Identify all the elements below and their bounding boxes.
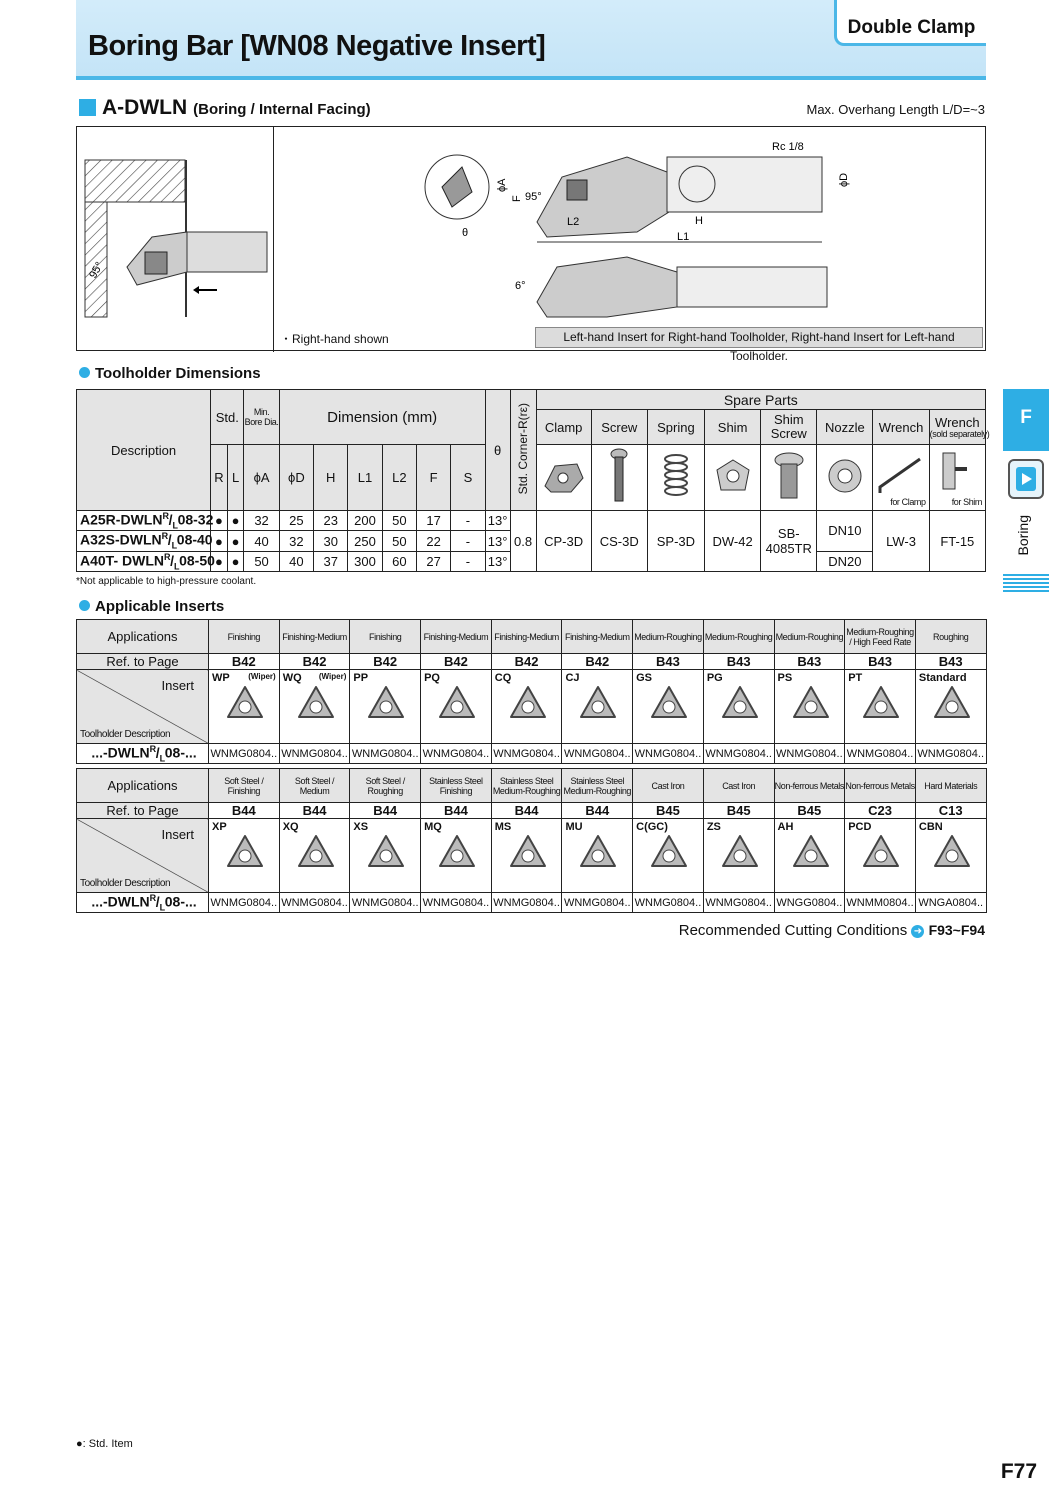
- part-wrench: Wrench: [873, 410, 929, 445]
- part-clamp: Clamp: [536, 410, 591, 445]
- insert-code: MQ: [424, 821, 442, 833]
- col-d: ϕD: [279, 445, 313, 511]
- application-cell: Stainless Steel Medium-Roughing: [562, 769, 633, 803]
- ref-page-cell[interactable]: C23: [845, 803, 916, 819]
- insert-code: CQ: [494, 672, 512, 684]
- page-header: [76, 0, 986, 80]
- nozzle-image: [817, 445, 873, 511]
- insert-part-number: WNMG0804..: [562, 893, 633, 913]
- insert-part-number: WNMG0804..: [421, 744, 492, 764]
- insert-part-number: WNMG0804..: [209, 744, 280, 764]
- page-number: F77: [1000, 1460, 1037, 1483]
- application-cell: Soft Steel / Finishing: [209, 769, 280, 803]
- clamp-type-tag: Double Clamp: [834, 0, 986, 46]
- insert-image: [296, 684, 336, 724]
- insert-cell[interactable]: [915, 670, 986, 744]
- insert-part-number: WNGA0804..: [915, 893, 986, 913]
- insert-image: [508, 684, 548, 724]
- insert-part-number: WNMM0804..: [845, 893, 916, 913]
- insert-code: PP: [353, 672, 369, 684]
- dims-heading: Toolholder Dimensions: [79, 365, 261, 382]
- section-name: A-DWLN: [102, 96, 188, 119]
- arrow-right-icon: ➜: [911, 925, 924, 938]
- clamp-image: [536, 445, 591, 511]
- insert-image: [720, 833, 760, 873]
- ref-page-cell[interactable]: B45: [633, 803, 704, 819]
- insert-part-number: WNMG0804..: [774, 744, 845, 764]
- page-title: Boring Bar [WN08 Negative Insert]: [88, 30, 546, 62]
- screw-image: [591, 445, 647, 511]
- insert-part-number: WNMG0804..: [279, 893, 350, 913]
- insert-part-number: WNMG0804..: [350, 893, 421, 913]
- insert-code: XP: [212, 821, 227, 833]
- insert-code: PG: [706, 672, 723, 684]
- part-shim-screw: Shim Screw: [761, 410, 817, 445]
- diagram-l2: L2: [567, 216, 580, 228]
- insert-cell[interactable]: [421, 819, 492, 893]
- insert-cell[interactable]: [209, 819, 280, 893]
- table-row: $A25R-DWLN^R/_L08-32$ ● ● 32 25 23 200 50 17 - 13° 0.8 CP-3D CS-3D SP-3D DW-42 SB-4085TR DN10 LW-3 FT-15: [77, 511, 986, 531]
- ref-page-label: Ref. to Page: [77, 654, 209, 670]
- part-spring: Spring: [647, 410, 704, 445]
- right-hand-note: ・Right-hand shown: [280, 332, 389, 346]
- insert-cell[interactable]: [845, 819, 916, 893]
- insert-part-number: WNMG0804..: [915, 744, 986, 764]
- insert-cell[interactable]: [350, 819, 421, 893]
- insert-desc-corner: Insert Toolholder Description: [77, 819, 209, 893]
- section-desc: (Boring / Internal Facing): [193, 101, 371, 118]
- insert-cell[interactable]: [633, 819, 704, 893]
- tool-diagram: [76, 126, 986, 363]
- ref-page-cell[interactable]: B42: [209, 654, 280, 670]
- insert-image: [932, 833, 972, 873]
- insert-code: AH: [777, 821, 794, 833]
- ref-page-cell[interactable]: B44: [279, 803, 350, 819]
- insert-part-number: WNMG0804..: [633, 744, 704, 764]
- col-theta: θ: [485, 390, 510, 511]
- side-label: Boring: [1015, 515, 1031, 556]
- max-overhang: Max. Overhang Length L/D=~3: [806, 102, 985, 117]
- application-cell: Stainless Steel Finishing: [421, 769, 492, 803]
- insert-part-number: WNMG0804..: [491, 893, 562, 913]
- application-cell: Soft Steel / Medium: [279, 769, 350, 803]
- col-l1: L1: [348, 445, 382, 511]
- application-cell: Finishing-Medium: [279, 620, 350, 654]
- row-description: $A25R-DWLN^R/_L08-32$: [77, 511, 211, 531]
- insert-image: [932, 684, 972, 724]
- coolant-note: *Not applicable to high-pressure coolant.: [76, 576, 257, 587]
- ref-page-cell[interactable]: B43: [915, 654, 986, 670]
- insert-cell[interactable]: [703, 819, 774, 893]
- insert-part-number: WNMG0804..: [350, 744, 421, 764]
- insert-cell[interactable]: [279, 819, 350, 893]
- diagram-angle-95: 95°: [525, 191, 542, 203]
- insert-cell[interactable]: [421, 670, 492, 744]
- col-l2: L2: [382, 445, 416, 511]
- col-description: Description: [77, 390, 211, 511]
- application-cell: Finishing-Medium: [562, 620, 633, 654]
- insert-image: [791, 684, 831, 724]
- insert-part-number: WNMG0804..: [633, 893, 704, 913]
- part-screw: Screw: [591, 410, 647, 445]
- insert-code: PS: [777, 672, 793, 684]
- ref-page-cell[interactable]: B43: [845, 654, 916, 670]
- application-cell: Finishing: [209, 620, 280, 654]
- ref-page-cell[interactable]: B44: [421, 803, 492, 819]
- row-description: A40T- $DWLN^R/_L08-50$: [77, 551, 211, 571]
- application-cell: Medium-Roughing: [703, 620, 774, 654]
- diagram-angle-95b: 95°: [87, 260, 106, 281]
- ref-page-cell[interactable]: B42: [421, 654, 492, 670]
- insert-image: [508, 833, 548, 873]
- insert-cell[interactable]: [562, 670, 633, 744]
- application-cell: Cast Iron: [633, 769, 704, 803]
- insert-cell[interactable]: [703, 670, 774, 744]
- insert-image: [649, 833, 689, 873]
- ref-page-cell[interactable]: B43: [633, 654, 704, 670]
- insert-image: [437, 684, 477, 724]
- insert-cell[interactable]: [633, 670, 704, 744]
- application-cell: Non-ferrous Metals: [845, 769, 916, 803]
- application-cell: Cast Iron: [703, 769, 774, 803]
- diagram-angle-6: 6°: [515, 280, 526, 292]
- insert-image: [720, 684, 760, 724]
- wrench-clamp-image: for Clamp: [873, 445, 929, 511]
- insert-image: [861, 684, 901, 724]
- toolholder-desc: $...-DWLN^R/_L08-$...: [77, 893, 209, 913]
- ref-page-cell[interactable]: B42: [350, 654, 421, 670]
- diagram-h: H: [695, 215, 703, 227]
- insert-code: MS: [494, 821, 512, 833]
- diagram-a: ϕA: [496, 178, 508, 192]
- ref-page-cell[interactable]: B43: [774, 654, 845, 670]
- ref-page-cell[interactable]: B44: [491, 803, 562, 819]
- part-nozzle: Nozzle: [817, 410, 873, 445]
- diagram-rc: Rc 1/8: [772, 141, 804, 153]
- left-hand-note: Left-hand Insert for Right-hand Toolholder, Right-hand Insert for Left-hand Toolholder.: [535, 327, 983, 348]
- insert-code: CBN: [918, 821, 943, 833]
- insert-code: CJ: [565, 672, 580, 684]
- ref-page-cell[interactable]: B45: [703, 803, 774, 819]
- recommended-ref[interactable]: F93~F94: [928, 922, 985, 938]
- application-cell: Medium-Roughing / High Feed Rate: [845, 620, 916, 654]
- insert-part-number: WNMG0804..: [845, 744, 916, 764]
- insert-image: [861, 833, 901, 873]
- ref-page-cell[interactable]: B42: [562, 654, 633, 670]
- col-dimension: Dimension (mm): [279, 390, 485, 445]
- diagram-d: ϕD: [838, 172, 850, 187]
- spring-image: [647, 445, 704, 511]
- insert-cell[interactable]: [774, 670, 845, 744]
- insert-part-number: WNMG0804..: [279, 744, 350, 764]
- insert-part-number: WNMG0804..: [209, 893, 280, 913]
- insert-code: C(GC): [636, 821, 668, 833]
- insert-desc-corner: Insert Toolholder Description: [77, 670, 209, 744]
- toolholder-drawing: [407, 132, 967, 332]
- toolholder-desc: $...-DWLN^R/_L08-$...: [77, 744, 209, 764]
- col-corner-r: Std. Corner-R(rε): [510, 390, 536, 511]
- row-description: $A32S-DWLN^R/_L08-40$: [77, 531, 211, 551]
- diagram-l1: L1: [677, 231, 690, 243]
- insert-image: [225, 833, 265, 873]
- square-bullet-icon: [79, 99, 96, 116]
- ref-page-cell[interactable]: B43: [703, 654, 774, 670]
- insert-cell[interactable]: [562, 819, 633, 893]
- applications-label: Applications: [77, 769, 209, 803]
- table-row: $A32S-DWLN^R/_L08-40$ ● ● 40 32 30 250 50 22 - 13°: [77, 531, 986, 551]
- application-cell: Hard Materials: [915, 769, 986, 803]
- circle-bullet-icon: [79, 600, 90, 611]
- part-shim: Shim: [705, 410, 761, 445]
- insert-code: WP: [212, 672, 230, 684]
- insert-image: [366, 684, 406, 724]
- insert-image: [791, 833, 831, 873]
- shim-image: [705, 445, 761, 511]
- col-a: ϕA: [244, 445, 279, 511]
- application-cell: Non-ferrous Metals: [774, 769, 845, 803]
- wrench-shim-image: for Shim: [929, 445, 985, 511]
- col-s: S: [451, 445, 485, 511]
- applications-label: Applications: [77, 620, 209, 654]
- insert-image: [296, 833, 336, 873]
- diagram-theta: θ: [462, 227, 469, 239]
- ref-page-cell[interactable]: B44: [209, 803, 280, 819]
- insert-code: Standard: [918, 672, 967, 684]
- insert-code: WQ: [282, 672, 302, 684]
- circle-bullet-icon: [79, 367, 90, 378]
- application-cell: Stainless Steel Medium-Roughing: [491, 769, 562, 803]
- insert-image: [578, 684, 618, 724]
- insert-code: XQ: [282, 821, 299, 833]
- ref-page-cell[interactable]: C13: [915, 803, 986, 819]
- application-cell: Finishing: [350, 620, 421, 654]
- application-cell: Roughing: [915, 620, 986, 654]
- ref-page-cell[interactable]: B42: [279, 654, 350, 670]
- insert-part-number: WNMG0804..: [703, 893, 774, 913]
- application-cell: Finishing-Medium: [491, 620, 562, 654]
- application-cell: Medium-Roughing: [633, 620, 704, 654]
- insert-image: [649, 684, 689, 724]
- insert-code: MU: [565, 821, 583, 833]
- insert-cell[interactable]: [845, 670, 916, 744]
- insert-image: [437, 833, 477, 873]
- insert-code: PQ: [424, 672, 440, 684]
- insert-code: PCD: [848, 821, 872, 833]
- boring-application-sketch: [77, 127, 272, 317]
- insert-cell[interactable]: [774, 819, 845, 893]
- insert-cell[interactable]: WQ (Wiper): [279, 670, 350, 744]
- col-min-bore: Min. Bore Dia.: [244, 390, 279, 445]
- col-h: H: [314, 445, 348, 511]
- col-std: Std.: [211, 390, 244, 445]
- insert-cell[interactable]: [491, 819, 562, 893]
- insert-code: PT: [848, 672, 863, 684]
- col-r: R: [211, 445, 228, 511]
- inserts-table-1: [76, 619, 987, 764]
- col-l: L: [227, 445, 244, 511]
- application-cell: Finishing-Medium: [421, 620, 492, 654]
- insert-code: ZS: [706, 821, 721, 833]
- boring-icon: [1008, 459, 1044, 499]
- insert-code: XS: [353, 821, 369, 833]
- section-heading: [79, 96, 371, 120]
- ref-page-cell[interactable]: B44: [562, 803, 633, 819]
- recommended-conditions: Recommended Cutting Conditions ➜ F93~F94: [678, 922, 985, 939]
- inserts-table-2: [76, 768, 987, 913]
- application-cell: Soft Steel / Roughing: [350, 769, 421, 803]
- table-row: A40T- $DWLN^R/_L08-50$ ● ● 50 40 37 300 60 27 - 13° DN20: [77, 551, 986, 571]
- ref-page-cell[interactable]: B44: [350, 803, 421, 819]
- section-tab-f[interactable]: F: [1003, 389, 1049, 451]
- application-cell: Medium-Roughing: [774, 620, 845, 654]
- insert-cell[interactable]: [350, 670, 421, 744]
- ref-page-cell[interactable]: B42: [491, 654, 562, 670]
- shim-screw-image: [761, 445, 817, 511]
- col-spare-parts: Spare Parts: [536, 390, 985, 410]
- insert-part-number: WNMG0804..: [421, 893, 492, 913]
- diagram-f: F: [511, 195, 523, 202]
- legend: ●: Std. Item: [76, 1438, 133, 1450]
- insert-image: [225, 684, 265, 724]
- insert-cell[interactable]: WP (Wiper): [209, 670, 280, 744]
- toolholder-dimensions-table: [76, 389, 990, 572]
- col-f: F: [416, 445, 450, 511]
- insert-part-number: WNMG0804..: [491, 744, 562, 764]
- insert-cell[interactable]: [915, 819, 986, 893]
- insert-part-number: WNGG0804..: [774, 893, 845, 913]
- inserts-heading: Applicable Inserts: [79, 598, 224, 615]
- part-wrench-sold: Wrench (sold separately): [929, 410, 985, 445]
- insert-image: [366, 833, 406, 873]
- insert-part-number: WNMG0804..: [703, 744, 774, 764]
- ref-page-cell[interactable]: B45: [774, 803, 845, 819]
- insert-image: [578, 833, 618, 873]
- insert-cell[interactable]: [491, 670, 562, 744]
- insert-part-number: WNMG0804..: [562, 744, 633, 764]
- ref-page-label: Ref. to Page: [77, 803, 209, 819]
- insert-code: GS: [636, 672, 653, 684]
